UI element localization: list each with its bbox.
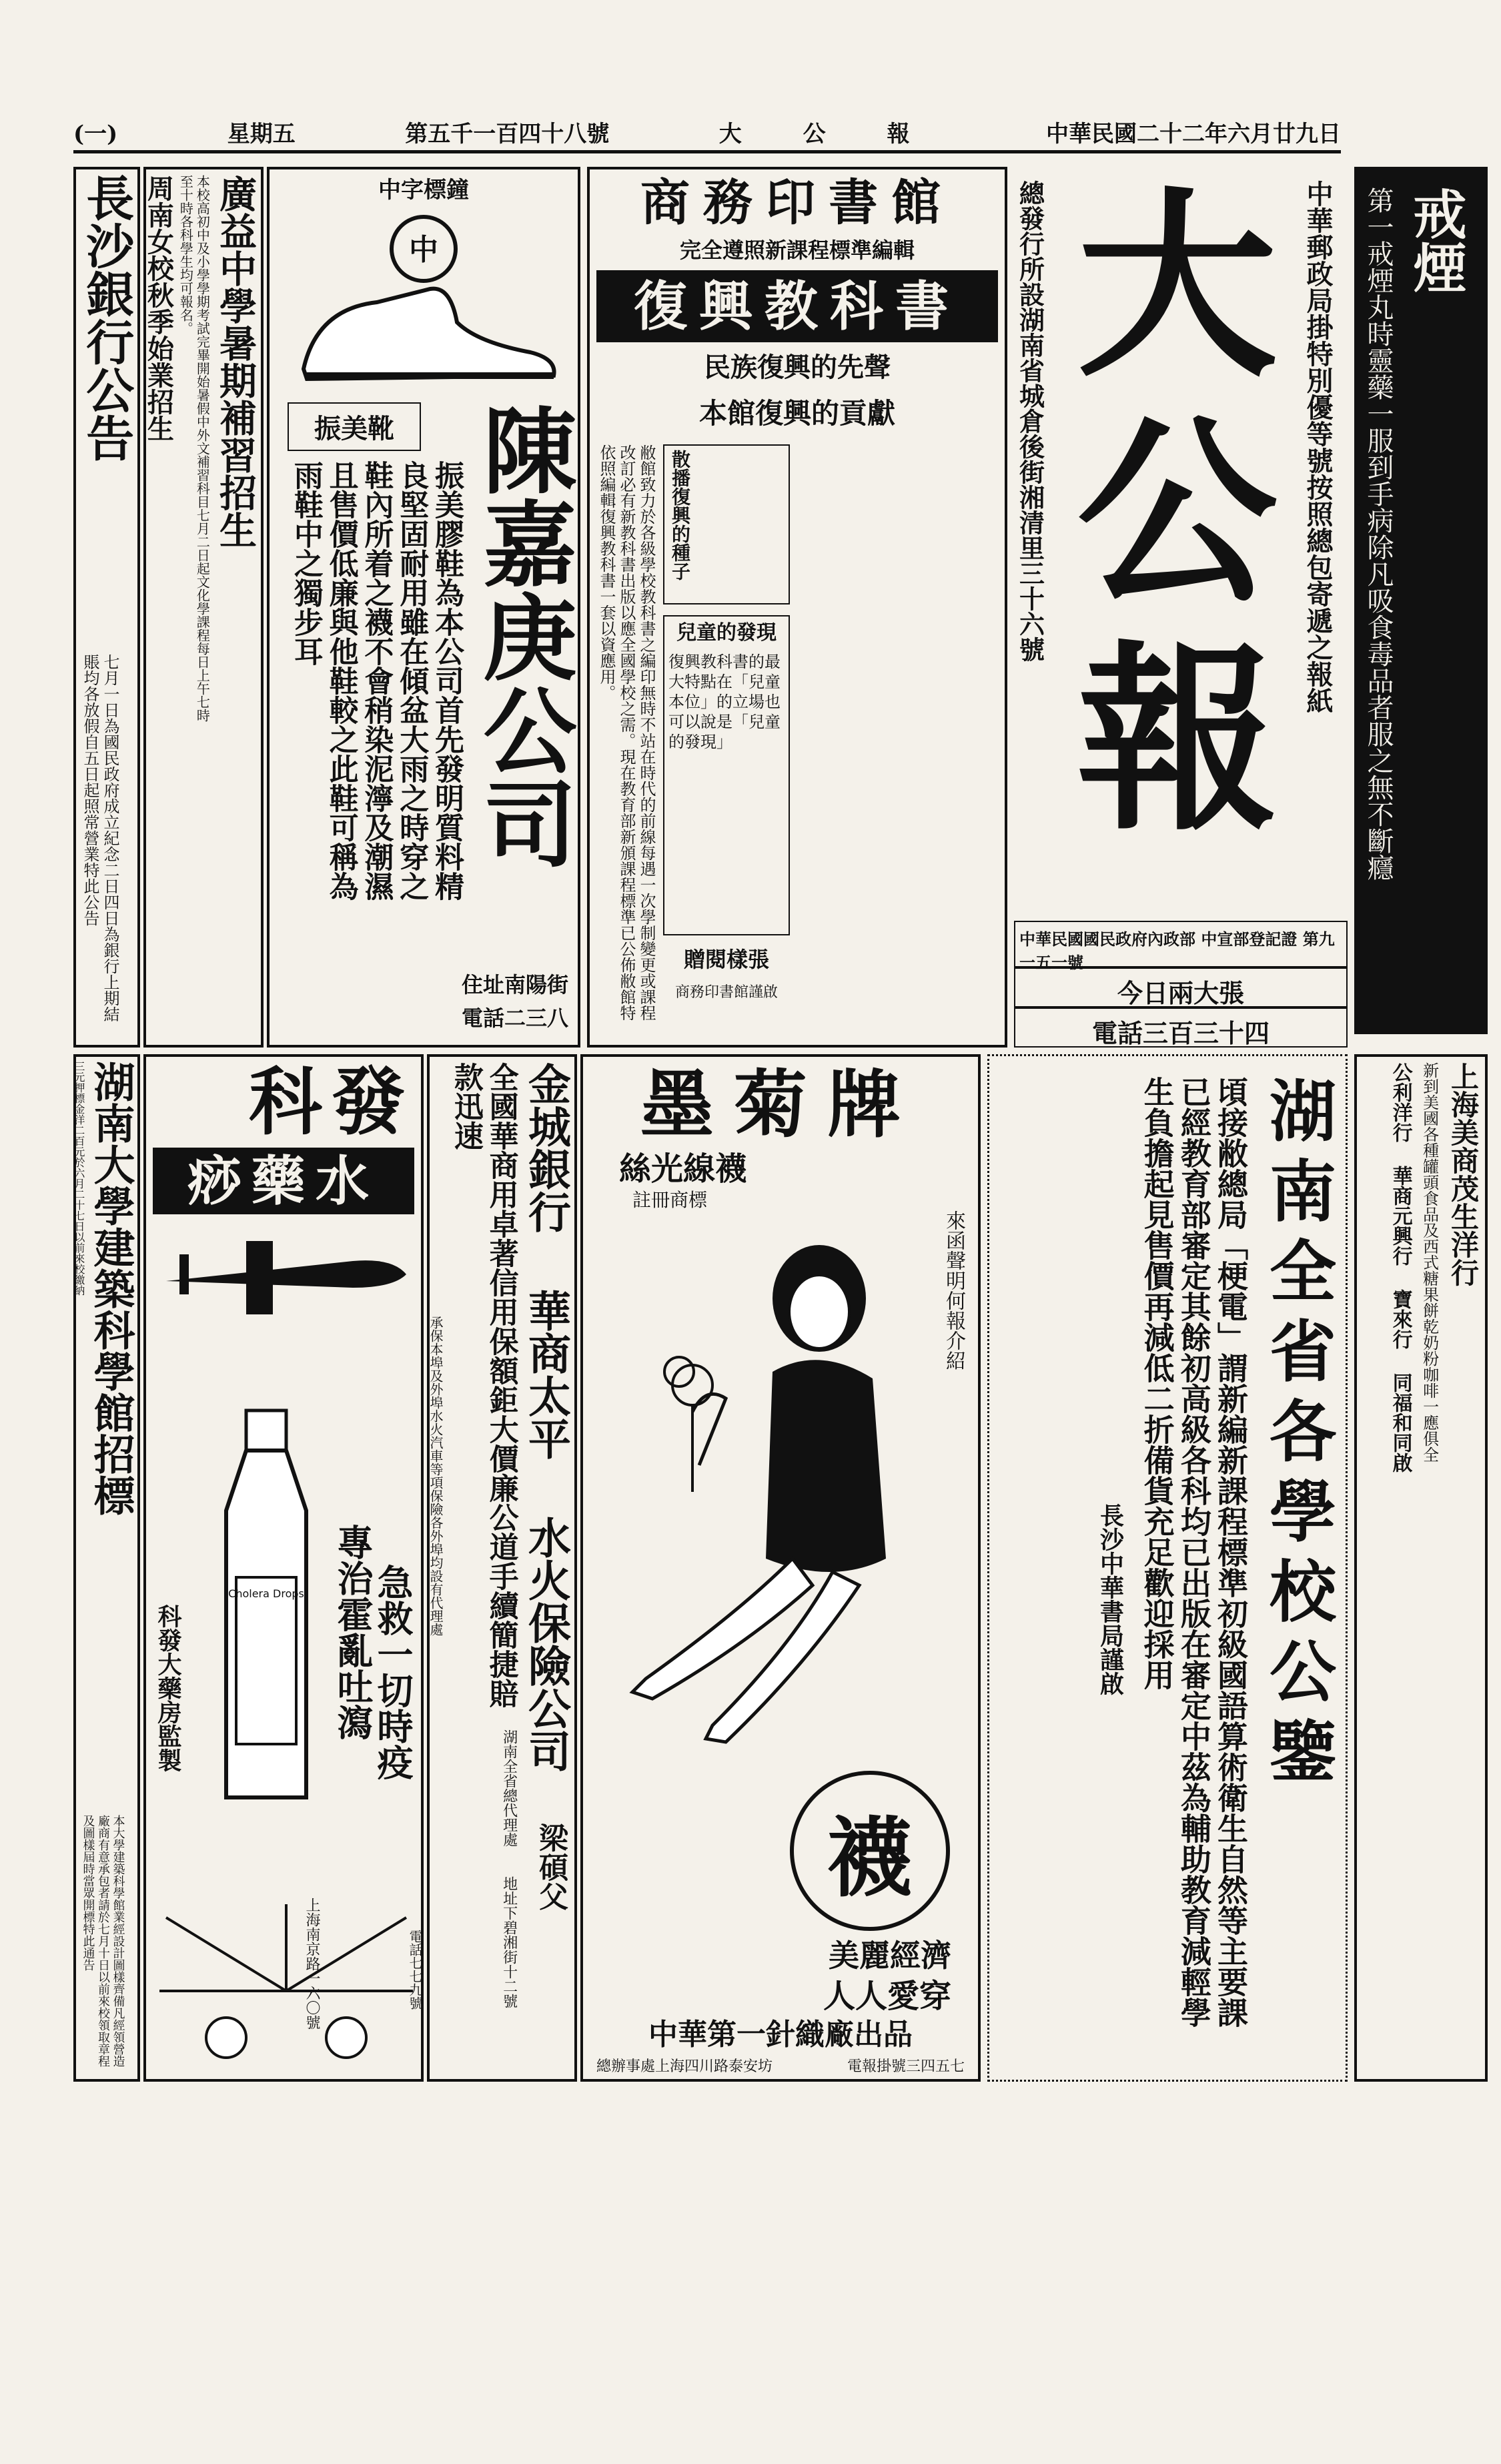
bank-body: 七月一日為國民政府成立紀念二日四日為銀行上期結賬均各放假自五日起照常營業特此公告 bbox=[81, 654, 119, 1022]
ad-medicine bbox=[143, 1054, 424, 2082]
cp-subtitle: 本館復興的貢獻 bbox=[698, 397, 895, 430]
university-title: 湖南大學建築科學館招標 bbox=[87, 1061, 135, 1516]
cp-body: 敝館致力於各級學校教科書之編印無時不站在時代的前線每遇一次學制變更或課程改訂必有新教科書出版以應全國學校之需。現在教育部新頒課程標準已公佈敝館特依照編輯復興教科書一套以資應用。 bbox=[597, 444, 656, 1021]
ad-right bbox=[1354, 1054, 1488, 2082]
right-body: 新到美國各種罐頭食品及西式糖果餅乾奶粉咖啡一應俱全 bbox=[1420, 1062, 1439, 1463]
stockings-tag: 美麗經濟 bbox=[829, 1938, 951, 1974]
masthead-postal: 中華郵政局掛特別優等號按照總包寄遞之報紙 bbox=[1302, 180, 1334, 714]
insurance-address: 地址下碧湘街十二號 bbox=[500, 1876, 518, 2008]
cp-series: 完全遵照新課程標準編輯 bbox=[679, 238, 915, 264]
insurance-agent-name: 梁碩父 bbox=[534, 1823, 568, 1911]
ad-school bbox=[143, 167, 264, 1048]
bottle-label: Cholera Drops bbox=[228, 1587, 304, 1600]
stockings-office: 總辦事處上海四川路泰安坊 bbox=[596, 2058, 773, 2075]
masthead-registration: 中華民國國民政府內政部 中宣部登記證 第九一五一號 bbox=[1014, 921, 1348, 967]
school-title: 廣益中學暑期補習招生 bbox=[213, 175, 258, 548]
insurance-kind: 水火保險公司 bbox=[521, 1516, 571, 1772]
shoes-brand: 中字標鐘 bbox=[378, 177, 469, 203]
shoes-address: 住址南陽街 bbox=[461, 972, 568, 997]
shoes-company: 陳嘉庚公司 bbox=[468, 402, 577, 869]
cp-footer: 贈閱樣張 bbox=[683, 946, 769, 972]
ad-bank bbox=[73, 167, 140, 1048]
ad-commercial-press bbox=[587, 167, 1007, 1048]
medicine-maker: 科發大藥房監製 bbox=[154, 1604, 182, 1772]
medicine-line2: 急救一切時疫 bbox=[372, 1564, 414, 1780]
header-strip bbox=[73, 113, 1341, 153]
cp-publisher: 商務印書館 bbox=[640, 174, 954, 232]
shoes-product: 振美靴 bbox=[288, 402, 421, 451]
bottle-illustration bbox=[186, 1404, 346, 1804]
masthead bbox=[1014, 167, 1348, 1048]
stockings-brand: 墨菊牌 bbox=[640, 1062, 921, 1148]
stockings-slogan: 人人愛穿 bbox=[823, 1978, 951, 2015]
stockings-product: 絲光線襪 bbox=[619, 1150, 748, 1188]
medicine-brand: 科發 bbox=[249, 1059, 414, 1145]
shoes-phone: 電話二三八 bbox=[461, 1005, 568, 1031]
lady-illustration bbox=[592, 1212, 966, 1772]
side-ad bbox=[1354, 167, 1488, 1034]
masthead-title: 大公報 bbox=[1043, 180, 1279, 861]
ad-shoes bbox=[267, 167, 580, 1048]
university-note: 三元押標金洋二百元於六月二十七日以前來校繳納 bbox=[72, 1061, 85, 1296]
medicine-line1: 專治霍亂吐瀉 bbox=[332, 1524, 374, 1740]
medicine-product: 痧藥水 bbox=[153, 1148, 414, 1214]
issue-number: 第五千一百四十八號 bbox=[405, 121, 610, 147]
insurance-title: 華商太平 bbox=[521, 1289, 571, 1460]
stockings-seal: 襪 bbox=[790, 1771, 950, 1931]
university-body: 本大學建築科學館業經設計圖樣齊備凡經領營造廠商有意承包者請於七月十日以前來校領取章程及圖樣屆時當眾開標特此通告 bbox=[81, 1815, 125, 2067]
insurance-agent: 湖南全省總代理處 bbox=[500, 1729, 518, 1847]
paper-name: 大 公 報 bbox=[718, 121, 937, 147]
textbook-sign: 長沙中華書局謹啟 bbox=[1096, 1503, 1125, 1695]
shoe-icon bbox=[277, 209, 570, 396]
masthead-phone: 電話三百三十四 bbox=[1014, 1007, 1348, 1048]
sunburst-illustration bbox=[153, 1904, 420, 2078]
stockings-trademark: 註冊商標 bbox=[632, 1189, 708, 1212]
insurance-slogan: 全國華商用卓著信用保額鉅大價廉公道手續簡捷賠款迅速 bbox=[448, 1062, 518, 1708]
stockings-endorse: 來函聲明何報介紹 bbox=[942, 1210, 965, 1370]
insurance-phone: 電話七七九號 bbox=[407, 1930, 424, 2010]
ad-stockings bbox=[580, 1054, 981, 2082]
insurance-services: 承保本埠及外埠水火汽車等項保險各外埠均設有代理處 bbox=[428, 1316, 444, 1636]
textbook-title: 湖南全省各學校公鑒 bbox=[1258, 1076, 1337, 1797]
medicine-address: 上海南京路一六〇號 bbox=[304, 1898, 320, 2030]
cp-box-discovery: 兒童的發現 復興教科書的最大特點在「兒童本位」的立場也可以說是「兒童的發現」 bbox=[663, 615, 790, 935]
bank-title: 長沙銀行公告 bbox=[78, 173, 135, 462]
cp-slogan: 民族復興的先聲 bbox=[704, 352, 891, 384]
masthead-pages: 今日兩大張 bbox=[1014, 967, 1348, 1007]
airplane-icon bbox=[153, 1221, 420, 1328]
cp-title: 復興教科書 bbox=[596, 270, 998, 342]
textbook-body: 頃接敝總局「梗電」謂新編新課程標準初級國語算術衛生自然等主要課已經教育部審定其餘初高級各科均已出版在審定中茲為輔助教育減輕學生負擔起見售價再減低二折備貨充足歡迎採用 bbox=[1139, 1076, 1249, 2028]
school-body: 本校高初中及小學學期考試完畢開始暑假中外文補習科目七月二日起文化學課程每日上午七時至十時各科學生均可報名。 bbox=[177, 175, 211, 722]
page-number: (一) bbox=[73, 121, 118, 147]
right-names: 公利洋行 華商元興行 寶來行 同福和同啟 bbox=[1388, 1062, 1412, 1473]
weekday: 星期五 bbox=[227, 121, 296, 147]
cp-sign: 商務印書館謹啟 bbox=[674, 983, 778, 1001]
cp-box-seed: 散播復興的種子 bbox=[663, 444, 790, 604]
ad-textbook bbox=[987, 1054, 1348, 2082]
ad-insurance bbox=[407, 1054, 577, 2082]
right-title: 上海美商茂生洋行 bbox=[1447, 1062, 1480, 1286]
shoes-body: 振美膠鞋為本公司首先發明質料精良堅固耐用雖在傾盆大雨之時穿之鞋內所着之襪不會稍染泥濘及潮濕且售價低廉與他鞋較之此鞋可稱為雨鞋中之獨步耳 bbox=[288, 460, 464, 901]
insurance-bank: 金城銀行 bbox=[521, 1062, 571, 1233]
masthead-distribution: 總發行所設湖南省城倉後街湘清里三十六號 bbox=[1015, 180, 1045, 662]
svg-text:中: 中 bbox=[409, 232, 438, 267]
school-title2: 周南女校秋季始業招生 bbox=[143, 175, 175, 442]
side-ad-title: 戒煙 bbox=[1404, 187, 1467, 294]
stockings-maker: 中華第一針織廠出品 bbox=[648, 2018, 913, 2052]
date-line: 中華民國二十二年六月廿九日 bbox=[1046, 121, 1341, 147]
stockings-telegraph: 電報掛號三四五七 bbox=[847, 2058, 965, 2075]
side-ad-body: 第一戒煙丸時靈藥一服到手病除凡吸食毒品者服之無不斷癮 bbox=[1363, 187, 1394, 881]
